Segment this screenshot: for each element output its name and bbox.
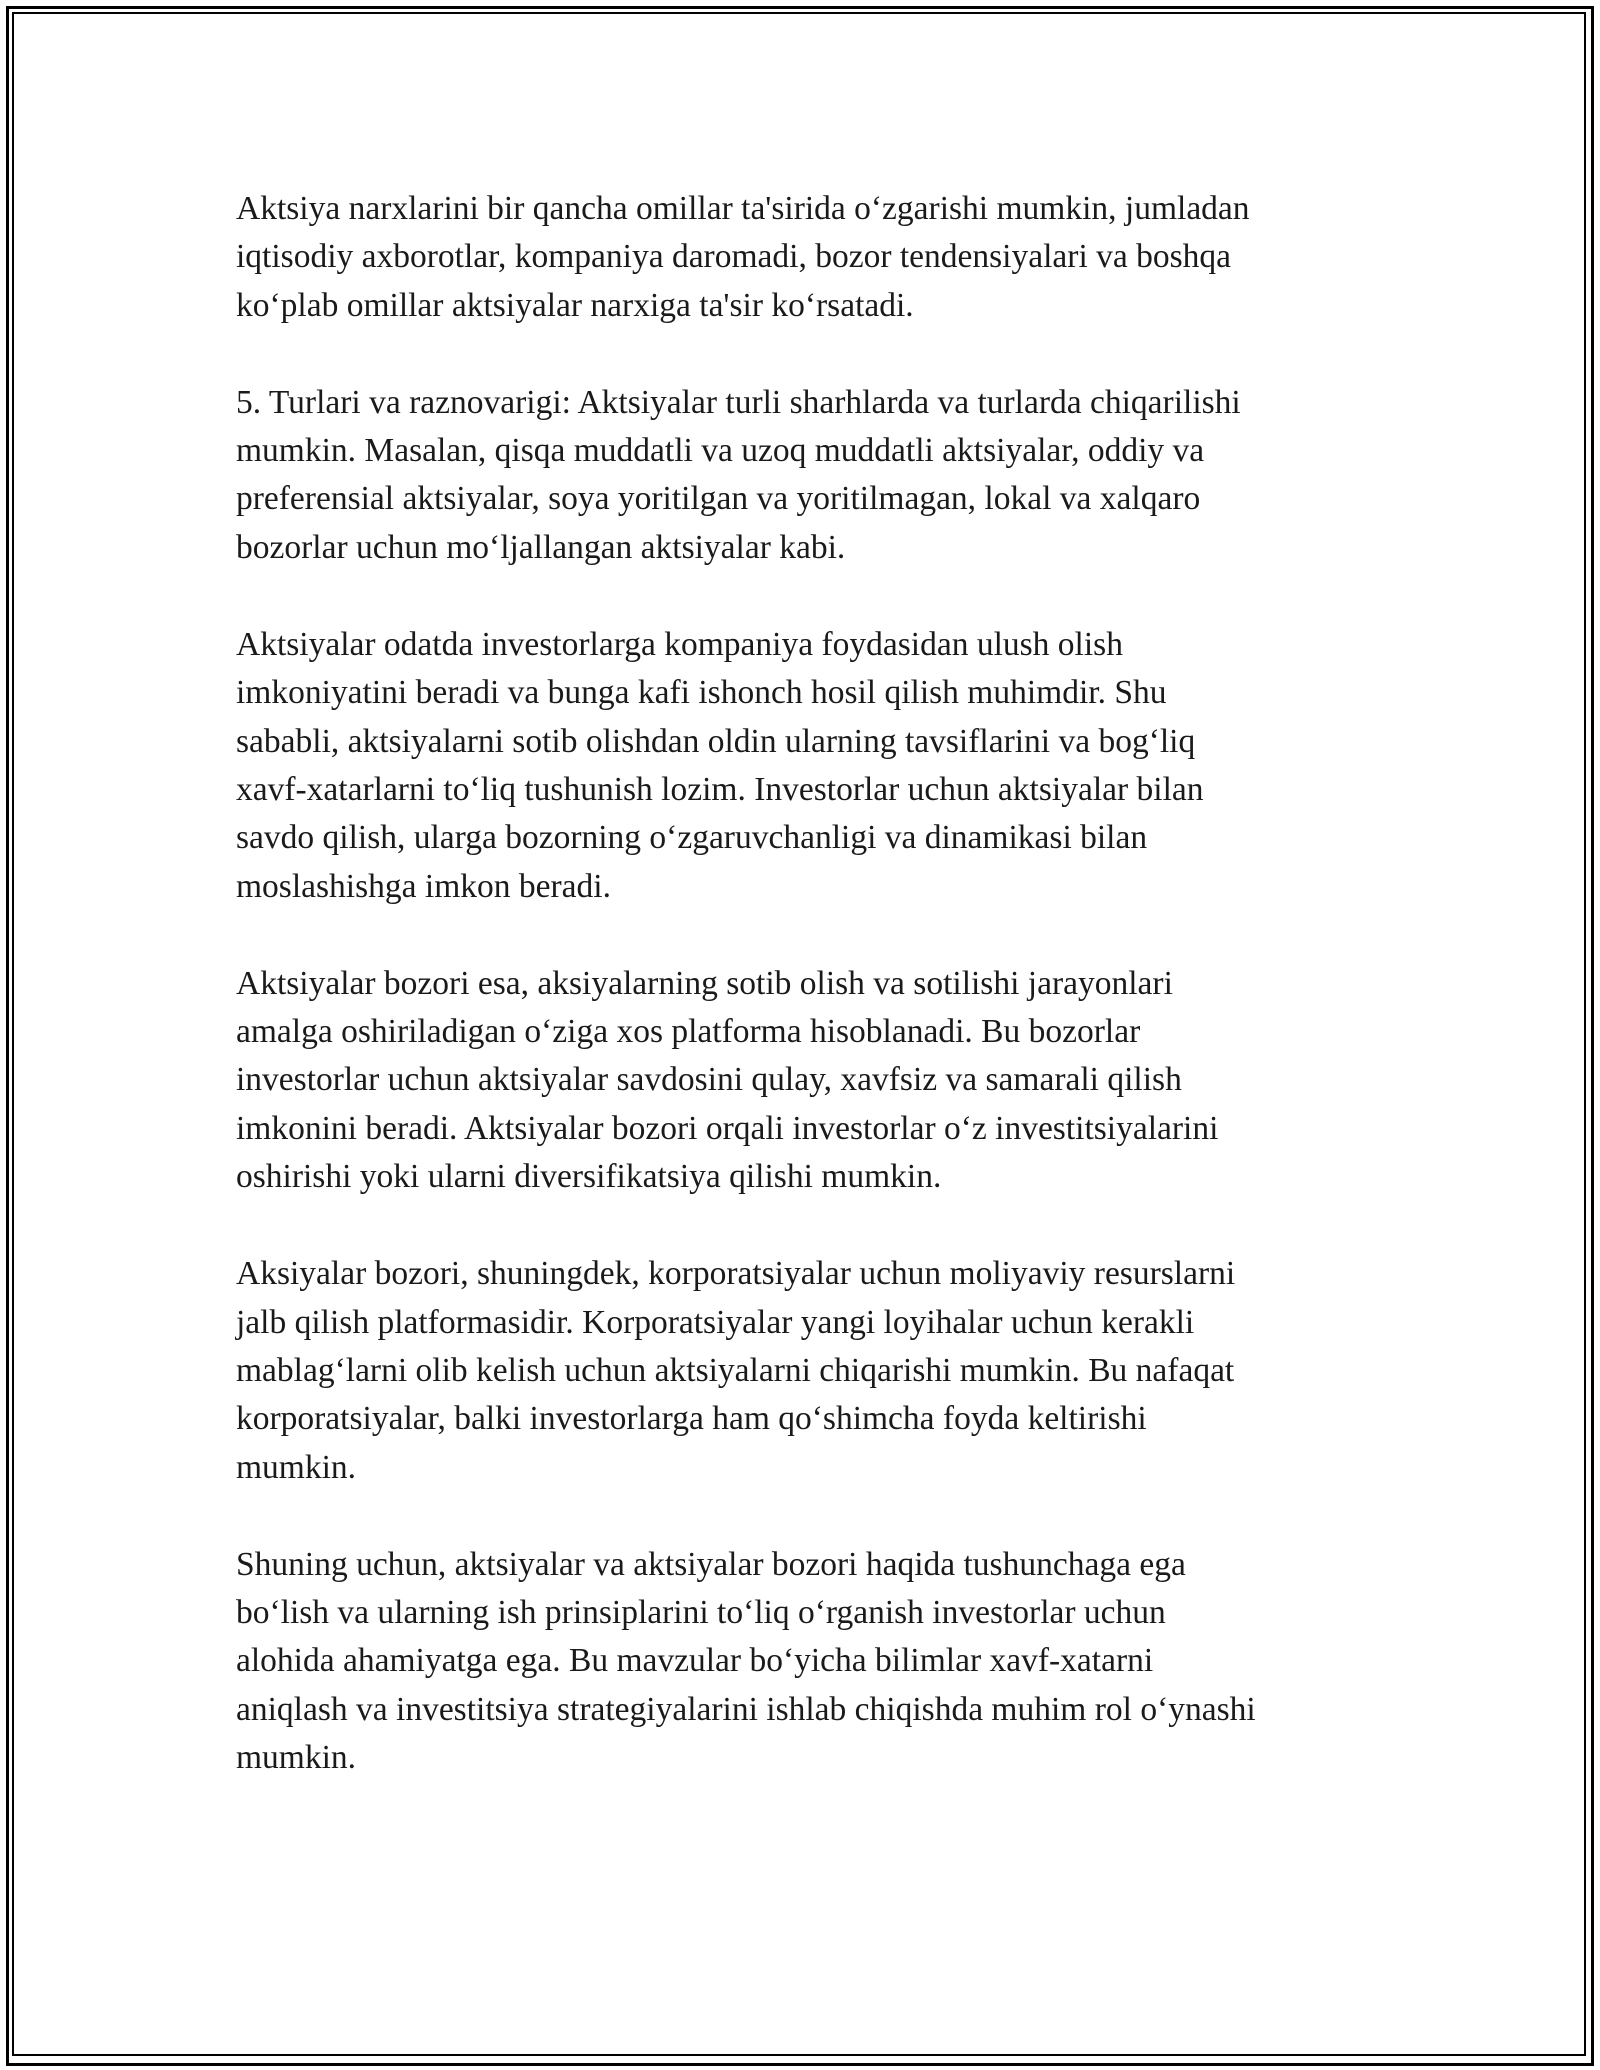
paragraph: Aktsiya narxlarini bir qancha omillar ta'sirida o‘zgarishi mumkin, jumladan iqtisodiy axborotlar, kompaniya daromadi, bozor tendensiyalari va boshqa ko‘plab omillar aktsiyalar narxiga ta'sir ko‘rsatadi. [236, 190, 1250, 324]
paragraph: Aksiyalar bozori, shuningdek, korporatsiyalar uchun moliyaviy resurslarni jalb qilish platformasidir. Korporatsiyalar yangi loyihalar uchun kerakli mablag‘larni olib kelish uchun aktsiyalarni chiqarishi mumkin. Bu nafaqat korporatsiyalar, balki investorlarga ham qo‘shimcha foyda keltirishi mumkin. [236, 1255, 1236, 1486]
paragraph: Aktsiyalar bozori esa, aksiyalarning sotib olish va sotilishi jarayonlari amalga oshiriladigan o‘ziga xos platforma hisoblanadi. Bu bozorlar investorlar uchun aktsiyalar savdosini qulay, xavfsiz va samarali qilish imkonini beradi. Aktsiyalar bozori orqali investorlar o‘z investitsiyalarini oshirishi yoki ularni diversifikatsiya qilishi mumkin. [236, 964, 1219, 1196]
paragraph: Aktsiyalar odatda investorlarga kompaniya foydasidan ulush olish imkoniyatini beradi va bunga kafi ishonch hosil qilish muhimdir. Shu sababli, aktsiyalarni sotib olishdan oldin ularning tavsiflarini va bog‘liq xavf-xatarlarni to‘liq tushunish lozim. Investorlar uchun aktsiyalar bilan savdo qilish, ularga bozorning o‘zgaruvchanligi va dinamikasi bilan moslashishga imkon beradi. [236, 626, 1204, 905]
paragraph: Shuning uchun, aktsiyalar va aktsiyalar bozori haqida tushunchaga ega bo‘lish va ularning ish prinsiplarini to‘liq o‘rganish investorlar uchun alohida ahamiyatga ega. Bu mavzular bo‘yicha bilimlar xavf-xatarni aniqlash va investitsiya strategiyalarini ishlab chiqishda muhim rol o‘ynashi mumkin. [236, 1545, 1256, 1777]
document-body [236, 185, 1366, 1831]
paragraph: 5. Turlari va raznovarigi: Aktsiyalar turli sharhlarda va turlarda chiqarilishi mumkin. Masalan, qisqa muddatli va uzoq muddatli aktsiyalar, oddiy va preferensial aktsiyalar, soya yoritilgan va yoritilmagan, lokal va xalqaro bozorlar uchun mo‘ljallangan aktsiyalar kabi. [236, 383, 1241, 566]
